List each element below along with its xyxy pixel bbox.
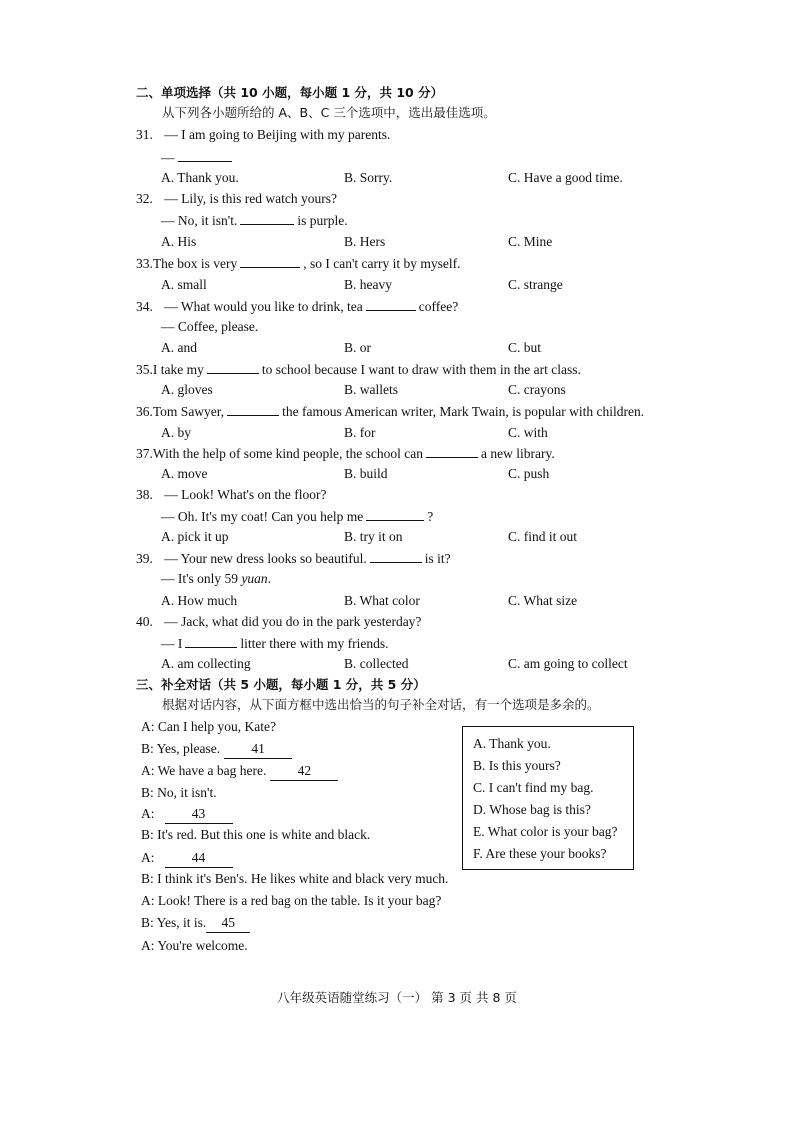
question-number: 35. [136, 362, 153, 377]
box-option-a: A. Thank you. [473, 736, 551, 751]
option-a: A. His [161, 234, 197, 249]
dialogue-text: A: [141, 806, 155, 821]
dialogue-text: B: Yes, it is. [141, 915, 207, 930]
option-c: C. with [508, 425, 548, 440]
section2-title: 二、单项选择（共 10 小题，每小题 1 分，共 10 分） [136, 85, 444, 100]
dialogue-line [141, 762, 338, 781]
option-c: C. find it out [508, 529, 578, 544]
option-c: C. Mine [508, 234, 553, 249]
answer-blank [227, 402, 279, 416]
question-31 [136, 126, 390, 144]
option-b: B. for [344, 425, 376, 440]
option-c: C. What size [508, 593, 578, 608]
question-text: Tom Sawyer, [152, 404, 225, 419]
section2-instruction: 从下列各小题所给的 A、B、C 三个选项中，选出最佳选项。 [162, 105, 496, 120]
question-text: is it? [424, 551, 451, 566]
italic-word: yuan [241, 571, 268, 586]
option-a: A. Thank you. [161, 170, 239, 185]
answer-blank [207, 360, 259, 374]
option-a: A. gloves [161, 382, 213, 397]
question-number: 40. [136, 614, 153, 629]
option-b: B. or [344, 340, 371, 355]
blank-45: 45 [206, 914, 250, 933]
question-number: 37. [136, 446, 153, 461]
option-b: B. build [344, 466, 388, 481]
question-35 [136, 360, 581, 379]
option-b: B. Hers [344, 234, 386, 249]
dialogue-line: B: I think it's Ben's. He likes white and black very much. [141, 871, 449, 886]
option-a: A. pick it up [161, 529, 229, 544]
option-b: B. What color [344, 593, 420, 608]
question-34 [136, 297, 458, 316]
question-text: — I [161, 636, 183, 651]
dialogue-line [141, 805, 233, 824]
question-32-line2 [161, 211, 348, 230]
question-text: — What would you like to drink, tea [164, 299, 363, 314]
dialogue-line: A: Can I help you, Kate? [141, 719, 276, 734]
question-text: With the help of some kind people, the school can [152, 446, 424, 461]
option-b: B. collected [344, 656, 409, 671]
option-b: B. Sorry. [344, 170, 393, 185]
dialogue-line: B: It's red. But this one is white and black. [141, 827, 371, 842]
question-text: — Jack, what did you do in the park yesterday? [164, 614, 422, 629]
option-c: C. but [508, 340, 542, 355]
question-33 [136, 254, 461, 273]
question-text: — It's only 59 [161, 571, 242, 586]
question-36 [136, 402, 644, 421]
option-b: B. heavy [344, 277, 392, 292]
box-option-f: F. Are these your books? [473, 846, 607, 861]
option-b: B. wallets [344, 382, 398, 397]
box-option-c: C. I can't find my bag. [473, 780, 594, 795]
answer-blank [240, 254, 300, 268]
answer-blank [370, 549, 422, 563]
question-number: 39. [136, 551, 153, 566]
question-39-line2 [161, 570, 271, 588]
dialogue-line: A: You're welcome. [141, 938, 248, 953]
options-box [462, 726, 634, 870]
question-text: — Lily, is this red watch yours? [164, 191, 337, 206]
question-text: — I am going to Beijing with my parents. [164, 127, 391, 142]
box-option-d: D. Whose bag is this? [473, 802, 591, 817]
blank-43: 43 [165, 805, 233, 824]
dialogue-text: A: [141, 850, 155, 865]
section3-title: 三、补全对话（共 5 小题，每小题 1 分，共 5 分） [136, 677, 426, 692]
question-text: is purple. [297, 213, 348, 228]
question-text: — Look! What's on the floor? [164, 487, 327, 502]
punctuation: . [267, 571, 272, 586]
question-number: 34. [136, 299, 153, 314]
blank-42: 42 [270, 762, 338, 781]
question-text: litter there with my friends. [240, 636, 389, 651]
question-37 [136, 444, 555, 463]
question-number: 38. [136, 487, 153, 502]
blank-41: 41 [224, 740, 292, 759]
option-b: B. try it on [344, 529, 403, 544]
option-c: C. crayons [508, 382, 566, 397]
question-text: , so I can't carry it by myself. [303, 256, 461, 271]
question-number: 33. [136, 256, 153, 271]
answer-blank [426, 444, 478, 458]
question-text: — Oh. It's my coat! Can you help me [161, 509, 364, 524]
dialogue-text: B: Yes, please. [141, 741, 221, 756]
question-text: the famous American writer, Mark Twain, is popular with children. [282, 404, 645, 419]
question-text: coffee? [418, 299, 459, 314]
question-32 [136, 190, 337, 208]
section3-instruction: 根据对话内容，从下面方框中选出恰当的句子补全对话，有一个选项是多余的。 [162, 697, 600, 712]
option-c: C. push [508, 466, 550, 481]
question-text: The box is very [152, 256, 238, 271]
question-text: I take my [152, 362, 204, 377]
question-text: — No, it isn't. [161, 213, 238, 228]
dialogue-line: B: No, it isn't. [141, 785, 217, 800]
question-text: a new library. [481, 446, 555, 461]
question-number: 36. [136, 404, 153, 419]
option-c: C. strange [508, 277, 563, 292]
option-a: A. small [161, 277, 207, 292]
dialogue-text: A: We have a bag here. [141, 763, 267, 778]
question-text: to school because I want to draw with them in the art class. [261, 362, 581, 377]
dialogue-line [141, 914, 250, 933]
question-text: ? [427, 509, 434, 524]
answer-blank [366, 507, 424, 521]
option-a: A. by [161, 425, 191, 440]
option-c: C. am going to collect [508, 656, 628, 671]
dialogue-line [141, 740, 292, 759]
box-option-b: B. Is this yours? [473, 758, 561, 773]
question-number: 32. [136, 191, 153, 206]
option-a: A. move [161, 466, 208, 481]
question-38 [136, 486, 327, 504]
answer-blank [240, 211, 294, 225]
question-40 [136, 613, 421, 631]
answer-blank [185, 634, 237, 648]
option-a: A. and [161, 340, 197, 355]
box-option-e: E. What color is your bag? [473, 824, 618, 839]
option-a: A. How much [161, 593, 238, 608]
question-40-line2 [161, 634, 388, 653]
question-38-line2 [161, 507, 433, 526]
question-39 [136, 549, 451, 568]
answer-blank [178, 148, 232, 162]
dialogue-line: A: Look! There is a red bag on the table. Is it your bag? [141, 893, 442, 908]
blank-44: 44 [165, 849, 233, 868]
dash: — [161, 150, 175, 165]
answer-blank [366, 297, 416, 311]
dialogue-line [141, 849, 233, 868]
question-34-line2: — Coffee, please. [161, 319, 259, 334]
question-31-answer-line [161, 148, 235, 167]
page-footer: 八年级英语随堂练习（一） 第 3 页 共 8 页 [277, 990, 517, 1005]
question-number: 31. [136, 127, 153, 142]
option-c: C. Have a good time. [508, 170, 623, 185]
question-text: — Your new dress looks so beautiful. [164, 551, 367, 566]
option-a: A. am collecting [161, 656, 251, 671]
